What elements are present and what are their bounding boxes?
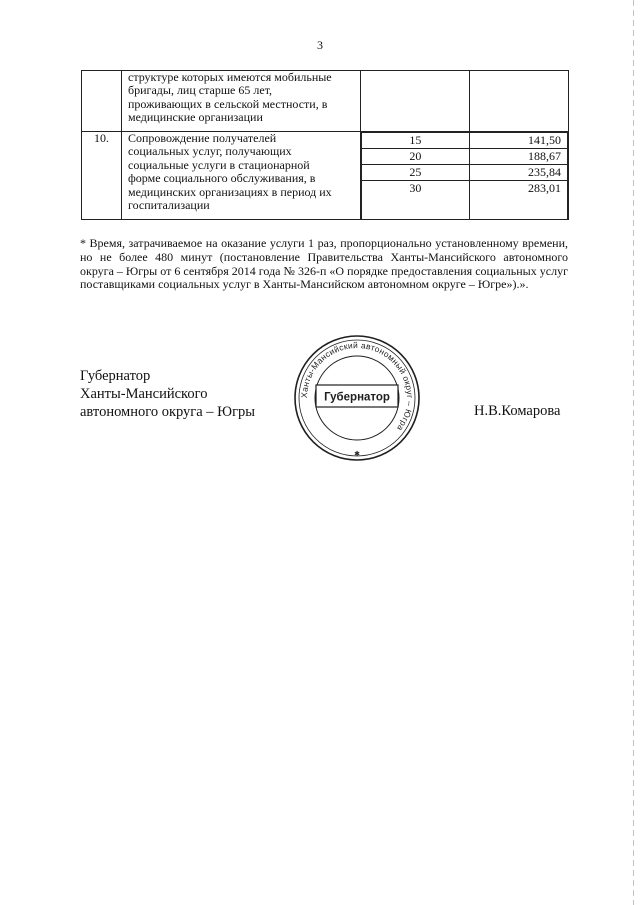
table-row	[82, 132, 569, 220]
scan-edge-line	[633, 0, 634, 905]
text-line: медицинских организациях в период их	[128, 184, 332, 199]
table-row	[82, 71, 569, 132]
duration-price-grid	[361, 132, 568, 219]
value-row	[362, 165, 568, 181]
seal-graphic	[292, 333, 422, 463]
service-description	[122, 71, 361, 132]
price-value: 141,50	[469, 133, 567, 149]
price-value: 283,01	[469, 181, 567, 220]
title-line: автономного округа – Югры	[80, 404, 256, 420]
signer-name: Н.В.Комарова	[474, 403, 561, 419]
text-line: бригады, лиц старше 65 лет,	[128, 83, 273, 98]
seal-ring-text: Ханты-Мансийский автономный округ – Югра	[298, 339, 416, 434]
row-number: 10.	[82, 132, 122, 220]
price-cell-empty	[470, 71, 569, 132]
text-line: социальные услуги в стационарной	[128, 157, 310, 172]
services-table	[81, 70, 569, 220]
text-line: форме социального обслуживания, в	[128, 171, 316, 186]
text-line: Сопровождение получателей	[128, 131, 277, 145]
text-line: социальных услуг, получающих	[128, 144, 292, 159]
page-number: 3	[317, 38, 323, 52]
value-row	[362, 181, 568, 220]
value-row	[362, 133, 568, 149]
value-row	[362, 149, 568, 165]
duration-cell-empty	[361, 71, 470, 132]
price-value: 188,67	[469, 149, 567, 165]
official-seal	[292, 333, 422, 463]
duration-value: 25	[362, 165, 470, 181]
footnote: * Время, затрачиваемое на оказание услуги 1 раз, пропорционально установленному времени, но не более 480 минут (постановление Правительства Ханты-Мансийского автономного округа – Югры от 6 сентября 2014 года № 326-п «О порядке предоставления социальных услуг поставщиками социальных услуг в Ханты-Мансийском автономном округе – Югре»).».	[80, 236, 568, 292]
text-line: структуре которых имеются мобильные	[128, 70, 332, 84]
price-value: 235,84	[469, 165, 567, 181]
seal-center-text: Губернатор	[324, 391, 390, 404]
service-description	[122, 132, 361, 220]
text-line: проживающих в сельской местности, в	[128, 96, 328, 111]
signature-title	[80, 367, 255, 421]
text-line: госпитализации	[128, 198, 210, 213]
duration-value: 30	[362, 181, 470, 220]
duration-value: 15	[362, 133, 470, 149]
duration-price-cell	[361, 132, 569, 220]
row-number-empty	[82, 71, 122, 132]
text-line: медицинские организации	[128, 110, 263, 125]
title-line: Ханты-Мансийского	[80, 386, 208, 402]
duration-value: 20	[362, 149, 470, 165]
title-line: Губернатор	[80, 368, 151, 384]
seal-star-icon: ✱	[354, 451, 360, 458]
